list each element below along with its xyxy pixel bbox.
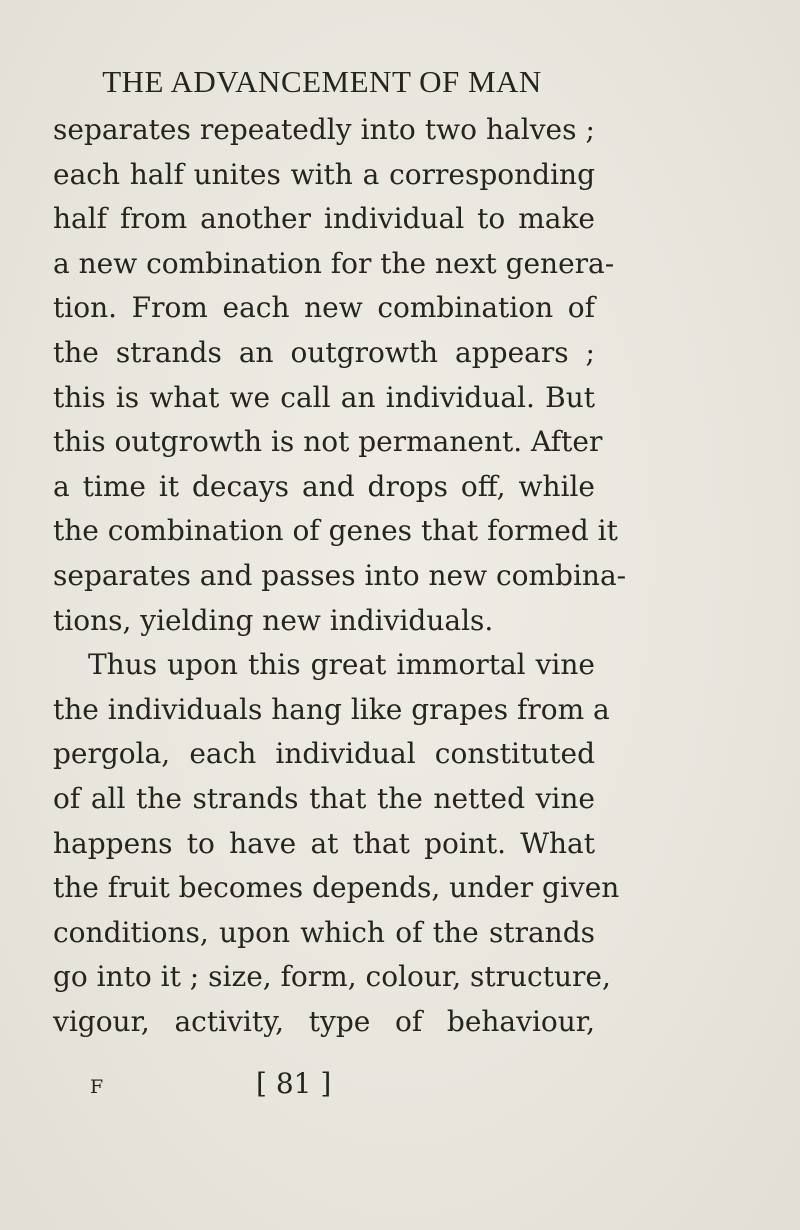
text-line: tions, yielding new individuals. (53, 603, 494, 637)
text-line: pergola, each individual constituted (53, 737, 595, 771)
text-line: go into it ; size, form, colour, structure, (53, 960, 611, 994)
text-line: a time it decays and drops off, while (53, 469, 595, 503)
text-line: vigour, activity, type of behaviour, (53, 1004, 595, 1038)
text-line: the combination of genes that formed it (53, 514, 618, 548)
signature-mark: F (90, 1076, 104, 1098)
text-line: this is what we call an individual. But (53, 380, 595, 414)
text-line: each half unites with a corresponding (53, 157, 595, 191)
text-line: separates and passes into new combina- (53, 558, 627, 592)
text-line: happens to have at that point. What (53, 826, 595, 860)
text-line: of all the strands that the netted vine (53, 781, 595, 815)
body-text (53, 108, 627, 1044)
text-line: the individuals hang like grapes from a (53, 692, 610, 726)
text-line: this outgrowth is not permanent. After (53, 425, 603, 459)
text-line: the fruit becomes depends, under given (53, 871, 620, 905)
text-line: separates repeatedly into two halves ; (53, 113, 595, 146)
text-line: conditions, upon which of the strands (53, 915, 595, 949)
text-line: half from another individual to make (53, 202, 595, 236)
text-line: a new combination for the next genera- (53, 246, 615, 280)
text-line: tion. From each new combination of (53, 291, 595, 325)
page-number: [ 81 ] (256, 1067, 332, 1100)
text-line: the strands an outgrowth appears ; (53, 335, 595, 369)
paragraph-first-line: Thus upon this great immortal vine (88, 648, 595, 682)
running-head: THE ADVANCEMENT OF MAN (102, 64, 542, 99)
